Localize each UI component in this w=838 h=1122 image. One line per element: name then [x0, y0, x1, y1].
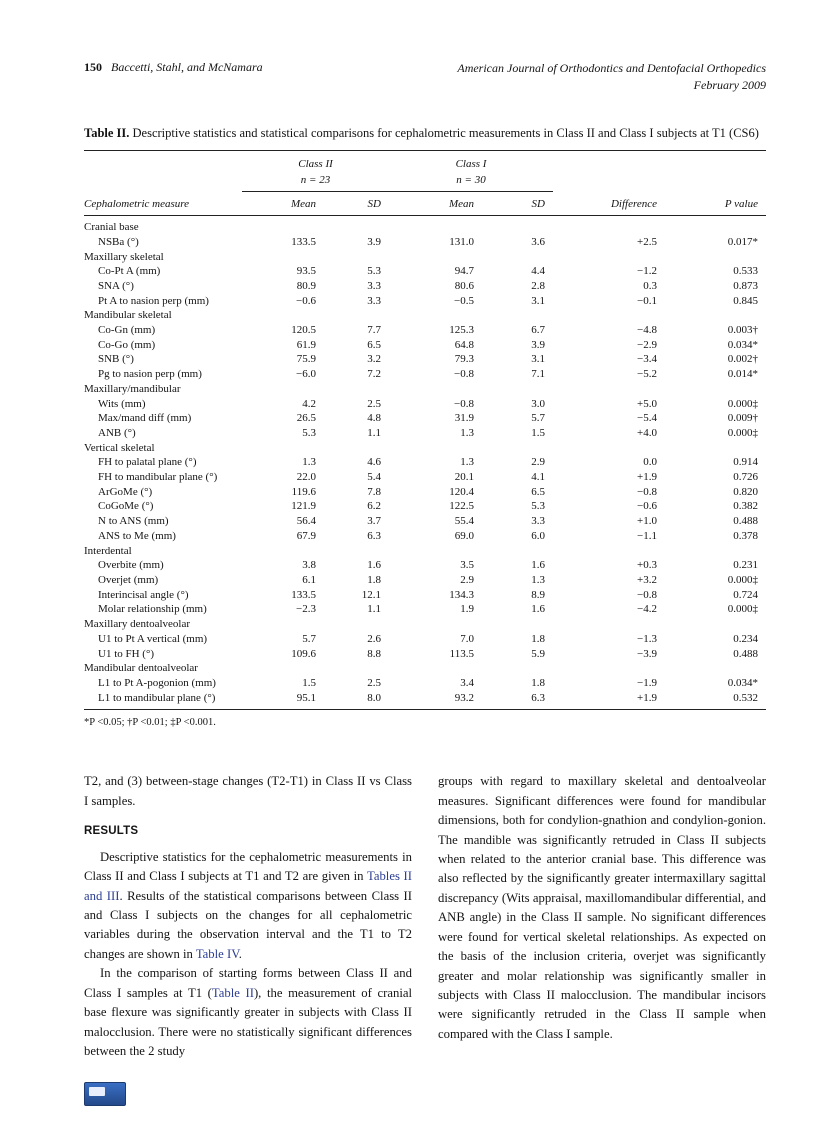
measure-cell: ANS to Me (mm)	[98, 529, 176, 542]
table-row	[84, 397, 766, 412]
cross-reference-link[interactable]: Tables II and III	[84, 869, 412, 903]
mean-2-cell: −0.5	[454, 294, 474, 307]
group-header-spacer	[665, 151, 766, 192]
sd-1-cell: 1.1	[367, 426, 381, 439]
table-row	[84, 367, 766, 382]
sd-1-cell: 8.0	[367, 691, 381, 704]
mean-2-cell: 69.0	[454, 529, 474, 542]
group-header-spacer	[84, 151, 242, 192]
p-value-cell: 0.000‡	[727, 603, 758, 616]
column-header-p-value: P value	[665, 192, 766, 216]
measure-cell: L1 to mandibular plane (°)	[98, 691, 216, 704]
sd-2-cell: 6.5	[531, 485, 545, 498]
p-value-cell: 0.532	[733, 691, 758, 704]
results-heading: RESULTS	[84, 825, 139, 838]
column-header-difference: Difference	[553, 192, 665, 216]
measure-cell: ArGoMe (°)	[98, 485, 153, 498]
difference-cell: −3.4	[637, 353, 657, 366]
page-number: 150	[84, 60, 102, 74]
table-row	[84, 529, 766, 544]
mean-1-cell: 5.7	[302, 632, 316, 645]
measure-cell: Co-Go (mm)	[98, 338, 156, 351]
mean-1-cell: 119.6	[291, 485, 316, 498]
sd-2-cell: 4.4	[531, 265, 545, 278]
table-row	[84, 470, 766, 485]
difference-cell: −5.2	[637, 368, 657, 381]
mean-1-cell: 4.2	[302, 397, 316, 410]
mean-1-cell: 1.3	[302, 456, 316, 469]
mean-2-cell: 20.1	[454, 471, 474, 484]
table-row	[84, 455, 766, 470]
sd-2-cell: 6.0	[531, 529, 545, 542]
p-value-cell: 0.724	[733, 588, 758, 601]
table-row	[84, 588, 766, 603]
mean-1-cell: 6.1	[302, 574, 316, 586]
p-value-cell: 0.002†	[727, 353, 758, 366]
p-value-cell: 0.234	[733, 632, 758, 645]
sd-2-cell: 1.6	[531, 603, 545, 616]
measure-cell: U1 to FH (°)	[98, 647, 155, 660]
mean-1-cell: 120.5	[291, 324, 316, 337]
mean-1-cell: −0.6	[296, 294, 316, 307]
p-value-cell: 0.845	[733, 294, 758, 307]
mean-1-cell: 3.8	[302, 559, 316, 572]
section-label: Mandibular dentoalveolar	[84, 662, 198, 675]
mean-1-cell: 80.9	[296, 279, 316, 292]
sd-2-cell: 8.9	[531, 588, 545, 601]
mean-1-cell: −6.0	[296, 368, 316, 381]
mean-1-cell: 133.5	[291, 235, 316, 248]
column-header-sd-1: SD	[324, 192, 389, 216]
table-row	[84, 514, 766, 529]
p-value-cell: 0.726	[733, 471, 758, 484]
measure-cell: FH to mandibular plane (°)	[98, 471, 218, 484]
mean-1-cell: 93.5	[296, 265, 316, 278]
sd-2-cell: 3.1	[531, 294, 545, 307]
mean-2-cell: 113.5	[449, 647, 474, 660]
p-value-cell: 0.003†	[727, 324, 758, 337]
table-section-row	[84, 441, 766, 456]
mean-2-cell: 122.5	[449, 500, 474, 513]
sd-2-cell: 3.1	[531, 353, 545, 366]
sd-2-cell: 7.1	[531, 368, 545, 381]
difference-cell: +0.3	[637, 559, 657, 572]
measure-cell: Overbite (mm)	[98, 559, 164, 572]
article-body	[84, 772, 766, 1061]
mean-2-cell: 3.4	[460, 676, 474, 689]
measure-cell: Max/mand diff (mm)	[98, 412, 192, 425]
p-value-cell: 0.873	[733, 279, 758, 292]
difference-cell: −1.3	[637, 632, 657, 645]
p-value-cell: 0.014*	[727, 368, 758, 381]
mean-2-cell: 3.5	[460, 559, 474, 572]
mean-2-cell: 134.3	[449, 588, 474, 601]
p-value-cell: 0.378	[733, 529, 758, 542]
sd-2-cell: 1.8	[531, 632, 545, 645]
body-text: . Results of the statistical comparisons between Class II and Class I subjects on the changes for all cephalometric variables during the observation interval and the T1 to T2 changes are shown in	[84, 888, 412, 961]
mean-2-cell: −0.8	[454, 397, 474, 410]
mean-1-cell: 22.0	[296, 471, 316, 484]
difference-cell: −3.9	[637, 647, 657, 660]
mean-1-cell: −2.3	[296, 603, 316, 616]
sd-2-cell: 1.6	[531, 559, 545, 572]
table-row	[84, 676, 766, 691]
mean-2-cell: 1.9	[460, 603, 474, 616]
table-row	[84, 485, 766, 500]
table-caption	[84, 124, 766, 143]
difference-cell: +1.0	[637, 515, 657, 528]
sd-1-cell: 1.1	[367, 603, 381, 616]
mean-2-cell: 55.4	[454, 515, 474, 528]
difference-cell: +1.9	[637, 691, 657, 704]
measure-cell: ANB (°)	[98, 426, 136, 439]
sd-1-cell: 6.2	[367, 500, 381, 513]
difference-cell: +3.2	[637, 574, 657, 586]
mean-2-cell: 7.0	[460, 632, 474, 645]
table-row	[84, 602, 766, 617]
p-value-cell: 0.488	[733, 515, 758, 528]
measure-cell: Wits (mm)	[98, 397, 146, 410]
difference-cell: −0.8	[637, 485, 657, 498]
sd-1-cell: 1.8	[367, 574, 381, 586]
measure-cell: SNA (°)	[98, 279, 134, 292]
p-value-cell: 0.382	[733, 500, 758, 513]
difference-cell: +2.5	[637, 235, 657, 248]
body-text: In the comparison of starting forms between Class II and Class I samples at T1 (	[84, 966, 412, 1000]
sd-1-cell: 6.3	[367, 529, 381, 542]
measure-cell: N to ANS (mm)	[98, 515, 169, 528]
table-label: Table II.	[84, 125, 130, 140]
sd-1-cell: 3.2	[367, 353, 381, 366]
table-section-row	[84, 382, 766, 397]
sd-1-cell: 7.7	[367, 324, 381, 337]
table-row	[84, 647, 766, 662]
sd-1-cell: 5.4	[367, 471, 381, 484]
body-text: ), the measurement of cranial base flexure was significantly greater in subjects with Class II malocclusion. There were no statistically significant differences between the 2 study	[84, 985, 413, 1058]
sd-2-cell: 3.9	[531, 338, 545, 351]
sd-1-cell: 3.7	[367, 515, 381, 528]
p-value-cell: 0.034*	[727, 676, 758, 689]
section-label: Maxillary dentoalveolar	[84, 618, 190, 631]
sd-1-cell: 3.3	[367, 279, 381, 292]
table-row	[84, 499, 766, 514]
table-row	[84, 323, 766, 338]
sd-2-cell: 2.8	[531, 279, 545, 292]
mean-2-cell: 120.4	[449, 485, 474, 498]
sd-1-cell: 2.5	[367, 397, 381, 410]
mean-2-cell: −0.8	[454, 368, 474, 381]
measure-cell: L1 to Pt A-pogonion (mm)	[98, 676, 216, 689]
table-row	[84, 558, 766, 573]
difference-cell: −1.9	[637, 676, 657, 689]
body-column-right	[438, 772, 766, 1061]
mean-2-cell: 131.0	[449, 235, 474, 248]
sd-2-cell: 5.7	[531, 412, 545, 425]
table-column-header-row	[84, 192, 766, 216]
section-label: Cranial base	[84, 221, 139, 234]
difference-cell: +1.9	[637, 471, 657, 484]
mean-1-cell: 5.3	[302, 426, 316, 439]
journal-title: American Journal of Orthodontics and Dentofacial Orthopedics	[457, 61, 766, 75]
sd-1-cell: 3.9	[367, 235, 381, 248]
sd-2-cell: 6.7	[531, 324, 545, 337]
section-label: Interdental	[84, 544, 132, 557]
sd-2-cell: 1.5	[531, 426, 545, 439]
sd-1-cell: 2.5	[367, 676, 381, 689]
table-caption-text: Descriptive statistics and statistical comparisons for cephalometric measurements in Class II and Class I subjects at T1 (CS6)	[132, 125, 759, 140]
running-header-right	[457, 60, 766, 94]
table-row	[84, 264, 766, 279]
difference-cell: 0.0	[643, 456, 657, 469]
column-header-mean-1: Mean	[242, 192, 324, 216]
measure-cell: CoGoMe (°)	[98, 500, 154, 513]
sd-2-cell: 3.3	[531, 515, 545, 528]
body-paragraph	[84, 772, 412, 811]
column-group-class-i: Class I n = 30	[389, 151, 553, 192]
difference-cell: −1.2	[637, 265, 657, 278]
mean-1-cell: 26.5	[296, 412, 316, 425]
sd-2-cell: 1.8	[531, 676, 545, 689]
mean-1-cell: 121.9	[291, 500, 316, 513]
mean-1-cell: 61.9	[296, 338, 316, 351]
table-section-row	[84, 250, 766, 265]
table-row	[84, 235, 766, 250]
measure-cell: SNB (°)	[98, 353, 134, 366]
sd-2-cell: 5.9	[531, 647, 545, 660]
measure-cell: FH to palatal plane (°)	[98, 456, 197, 469]
measure-cell: NSBa (°)	[98, 235, 139, 248]
p-value-cell: 0.914	[733, 456, 758, 469]
sd-2-cell: 1.3	[531, 574, 545, 586]
table-section-row	[84, 216, 766, 235]
p-value-cell: 0.000‡	[727, 397, 758, 410]
measure-cell: Overjet (mm)	[98, 574, 159, 586]
difference-cell: −2.9	[637, 338, 657, 351]
sd-2-cell: 5.3	[531, 500, 545, 513]
difference-cell: −0.1	[637, 294, 657, 307]
mean-1-cell: 75.9	[296, 353, 316, 366]
body-paragraph	[438, 772, 766, 1044]
running-authors: Baccetti, Stahl, and McNamara	[111, 60, 263, 74]
mean-1-cell: 133.5	[291, 588, 316, 601]
mean-2-cell: 1.3	[460, 456, 474, 469]
measure-cell: Pg to nasion perp (mm)	[98, 368, 202, 381]
difference-cell: −0.6	[637, 500, 657, 513]
p-value-cell: 0.000‡	[727, 426, 758, 439]
p-value-cell: 0.034*	[727, 338, 758, 351]
running-header	[84, 60, 766, 94]
table-section-row	[84, 617, 766, 632]
sd-1-cell: 4.6	[367, 456, 381, 469]
p-value-cell: 0.009†	[727, 412, 758, 425]
sd-1-cell: 6.5	[367, 338, 381, 351]
sd-1-cell: 1.6	[367, 559, 381, 572]
mean-1-cell: 67.9	[296, 529, 316, 542]
p-value-cell: 0.488	[733, 647, 758, 660]
difference-cell: +5.0	[637, 397, 657, 410]
group-header-spacer	[553, 151, 665, 192]
table-row	[84, 352, 766, 367]
table-row	[84, 691, 766, 710]
cross-reference-link[interactable]: Table IV	[195, 946, 239, 961]
table-row	[84, 411, 766, 426]
table-2-section	[84, 124, 766, 729]
sd-1-cell: 7.2	[367, 368, 381, 381]
table-section-row	[84, 308, 766, 323]
sd-1-cell: 7.8	[367, 485, 381, 498]
table-row	[84, 338, 766, 353]
sd-1-cell: 4.8	[367, 412, 381, 425]
table-row	[84, 632, 766, 647]
sd-1-cell: 8.8	[367, 647, 381, 660]
column-header-mean-2: Mean	[389, 192, 482, 216]
bottom-left-widget-glyph	[89, 1087, 105, 1096]
difference-cell: −0.8	[637, 588, 657, 601]
mean-2-cell: 80.6	[454, 279, 474, 292]
cross-reference-link[interactable]: Table II	[211, 985, 254, 1000]
column-group-class-ii: Class II n = 23	[242, 151, 389, 192]
mean-2-cell: 1.3	[460, 426, 474, 439]
mean-1-cell: 109.6	[291, 647, 316, 660]
sd-1-cell: 2.6	[367, 632, 381, 645]
sd-2-cell: 3.6	[531, 235, 545, 248]
sd-1-cell: 12.1	[361, 588, 381, 601]
mean-2-cell: 125.3	[449, 324, 474, 337]
mean-2-cell: 79.3	[454, 353, 474, 366]
measure-cell: Molar relationship (mm)	[98, 603, 207, 616]
p-value-cell: 0.000‡	[727, 574, 758, 586]
measure-cell: Co-Gn (mm)	[98, 324, 156, 337]
sd-2-cell: 2.9	[531, 456, 545, 469]
section-label: Maxillary skeletal	[84, 250, 164, 263]
body-text: Descriptive statistics for the cephalometric measurements in Class II and Class I subjects at T1 and T2 are given in	[84, 849, 412, 884]
mean-2-cell: 64.8	[454, 338, 474, 351]
section-label: Vertical skeletal	[84, 441, 155, 454]
issue-date: February 2009	[693, 77, 766, 92]
section-label: Maxillary/mandibular	[84, 382, 181, 395]
sd-2-cell: 6.3	[531, 691, 545, 704]
sd-1-cell: 5.3	[367, 265, 381, 278]
table-row	[84, 294, 766, 309]
stats-table	[84, 150, 766, 710]
table-section-row	[84, 661, 766, 676]
measure-cell: Co-Pt A (mm)	[98, 265, 161, 278]
table-row	[84, 573, 766, 588]
column-header-sd-2: SD	[482, 192, 553, 216]
body-paragraph	[84, 964, 412, 1061]
section-label: Mandibular skeletal	[84, 309, 172, 322]
p-value-cell: 0.533	[733, 265, 758, 278]
difference-cell: +4.0	[637, 426, 657, 439]
body-text: .	[238, 946, 242, 961]
mean-2-cell: 31.9	[454, 412, 474, 425]
measure-cell: U1 to Pt A vertical (mm)	[98, 632, 208, 645]
table-group-header-row	[84, 151, 766, 192]
body-text: groups with regard to maxillary skeletal and dentoalveolar measures. Significant differences were found for mandibular dimensions, both for condylion-gnathion and condylion-gonion. The mandible was significantly retruded in Class II subjects when related to the anterior cranial base. This difference was also reflected by the significantly greater intermaxillary sagittal discrepancy (Wits appraisal, maxillomandibular differential, and ANB angle) in the Class II sample. No significant differences were found for vertical skeletal relationships. As expected on the basis of the inclusion criteria, overjet was significantly greater and molar relationship was significantly smaller in subjects with Class II malocclusion. The mandibular incisors were significantly retruded in the Class II sample when compared with the Class I sample.	[438, 774, 766, 1041]
table-row	[84, 279, 766, 294]
table-footnote: *P <0.05; †P <0.01; ‡P <0.001.	[84, 717, 216, 729]
difference-cell: −4.2	[637, 603, 657, 616]
sd-1-cell: 3.3	[367, 294, 381, 307]
table-section-row	[84, 544, 766, 559]
sd-2-cell: 4.1	[531, 471, 545, 484]
mean-2-cell: 94.7	[454, 265, 474, 278]
body-column-left	[84, 772, 412, 1061]
measure-cell: Interincisal angle (°)	[98, 588, 189, 601]
measure-cell: Pt A to nasion perp (mm)	[98, 294, 209, 307]
sd-2-cell: 3.0	[531, 397, 545, 410]
mean-2-cell: 2.9	[460, 574, 474, 586]
body-text: T2, and (3) between-stage changes (T2-T1) in Class II vs Class I samples.	[84, 774, 412, 808]
bottom-left-widget[interactable]	[84, 1082, 126, 1106]
mean-1-cell: 56.4	[296, 515, 316, 528]
difference-cell: −5.4	[637, 412, 657, 425]
column-header-measure: Cephalometric measure	[84, 192, 242, 216]
body-paragraph	[84, 848, 412, 965]
difference-cell: −4.8	[637, 324, 657, 337]
mean-1-cell: 1.5	[302, 676, 316, 689]
p-value-cell: 0.231	[733, 559, 758, 572]
p-value-cell: 0.820	[733, 485, 758, 498]
difference-cell: 0.3	[643, 279, 657, 292]
difference-cell: −1.1	[637, 529, 657, 542]
mean-2-cell: 93.2	[454, 691, 474, 704]
running-header-left	[84, 60, 263, 75]
table-row	[84, 426, 766, 441]
p-value-cell: 0.017*	[727, 235, 758, 248]
mean-1-cell: 95.1	[296, 691, 316, 704]
